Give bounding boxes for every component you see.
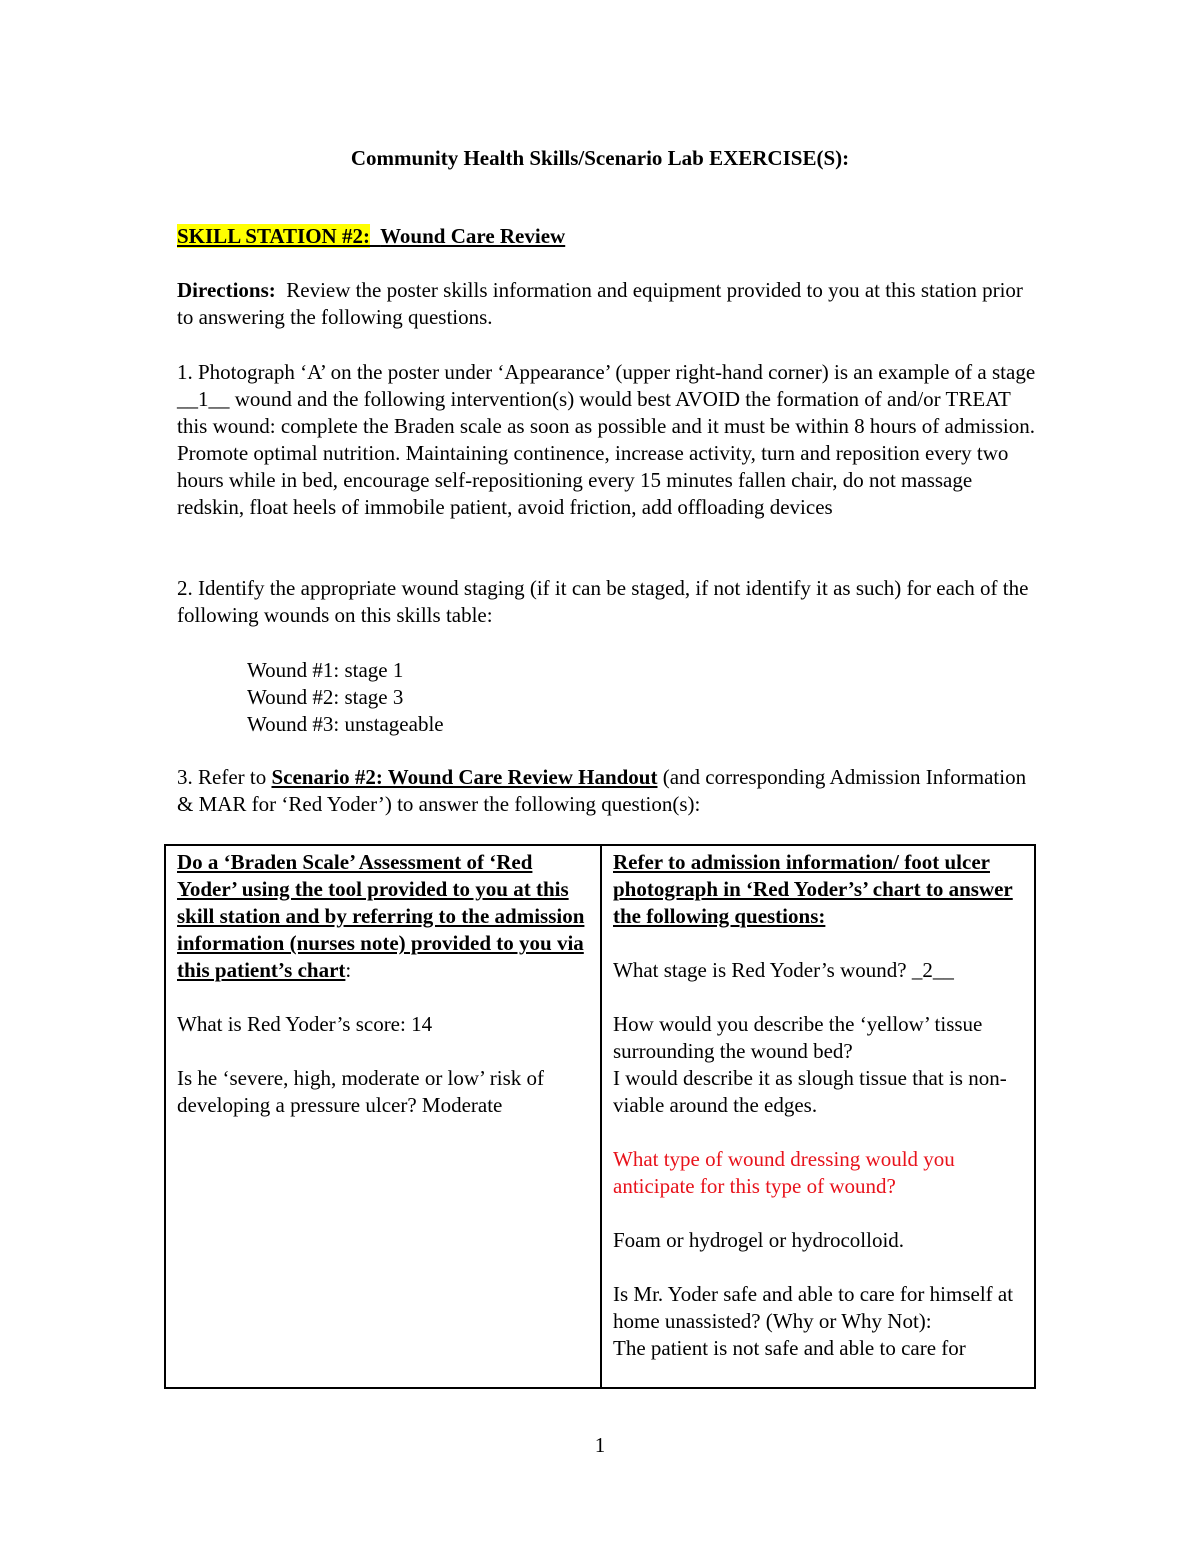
wound-stage-question: What stage is Red Yoder’s wound? _2__ xyxy=(613,958,954,982)
wound-item: Wound #2: stage 3 xyxy=(247,685,404,709)
question-1: 1. Photograph ‘A’ on the poster under ‘Appearance’ (upper right-hand corner) is an example of a stage __1__ wound and the following intervention(s) would best AVOID the formation of and/or TREAT this wound: complete the Braden scale as soon as possible and it must be within 8 hours of admission. Promote optimal nutrition. Maintaining continence, increase activity, turn and reposition every two hours while in bed, encourage self-repositioning every 15 minutes fallen chair, do not massage redskin, float heels of immobile patient, avoid friction, add offloading devices xyxy=(177,360,1036,519)
wound-list xyxy=(247,657,444,738)
scenario-table xyxy=(164,844,1036,1389)
braden-score-question: What is Red Yoder’s score: 14 xyxy=(177,1012,433,1036)
braden-header xyxy=(177,849,590,984)
directions-paragraph xyxy=(177,277,1037,331)
braden-assessment-cell xyxy=(165,845,601,1388)
home-safety-answer: The patient is not safe and able to care for xyxy=(613,1336,966,1360)
skill-station-heading xyxy=(177,223,565,250)
document-title: Community Health Skills/Scenario Lab EXERCISE(S): xyxy=(350,146,850,170)
wound-item: Wound #1: stage 1 xyxy=(247,658,404,682)
question-3 xyxy=(177,764,1037,818)
dressing-question: What type of wound dressing would you anticipate for this type of wound? xyxy=(613,1147,955,1198)
yellow-tissue-answer: I would describe it as slough tissue that is non-viable around the edges. xyxy=(613,1066,1007,1117)
admission-header: Refer to admission information/ foot ulcer photograph in ‘Red Yoder’s’ chart to answer the following questions: xyxy=(613,850,1013,928)
skill-station-label: SKILL STATION #2: xyxy=(177,224,370,248)
question-3-suffix: (and corresponding Admission Information & MAR for ‘Red Yoder’) to answer the following question(s): xyxy=(177,765,1027,816)
dressing-answer: Foam or hydrogel or hydrocolloid. xyxy=(613,1228,905,1252)
braden-header-colon: : xyxy=(345,958,352,982)
page-number: 1 xyxy=(594,1433,606,1457)
yellow-tissue-question: How would you describe the ‘yellow’ tissue surrounding the wound bed? xyxy=(613,1012,983,1063)
braden-header-text: Do a ‘Braden Scale’ Assessment of ‘Red Yoder’ using the tool provided to you at this skill station and by referring to the admission information (nurses note) provided to you via this patient’s chart xyxy=(177,850,585,982)
home-safety-question: Is Mr. Yoder safe and able to care for himself at home unassisted? (Why or Why Not): xyxy=(613,1282,1014,1333)
skill-station-name: Wound Care Review xyxy=(380,224,566,248)
question-3-prefix: 3. Refer to xyxy=(177,765,272,789)
wound-item: Wound #3: unstageable xyxy=(247,712,444,736)
directions-text: Review the poster skills information and equipment provided to you at this station prior to answering the following questions. xyxy=(177,278,1023,329)
admission-info-cell xyxy=(601,845,1035,1388)
handout-reference: Scenario #2: Wound Care Review Handout xyxy=(271,765,658,789)
braden-risk-question: Is he ‘severe, high, moderate or low’ risk of developing a pressure ulcer? Moderate xyxy=(177,1066,544,1117)
question-2: 2. Identify the appropriate wound staging (if it can be staged, if not identify it as such) for each of the following wounds on this skills table: xyxy=(177,576,1029,627)
directions-label: Directions: xyxy=(177,278,276,302)
